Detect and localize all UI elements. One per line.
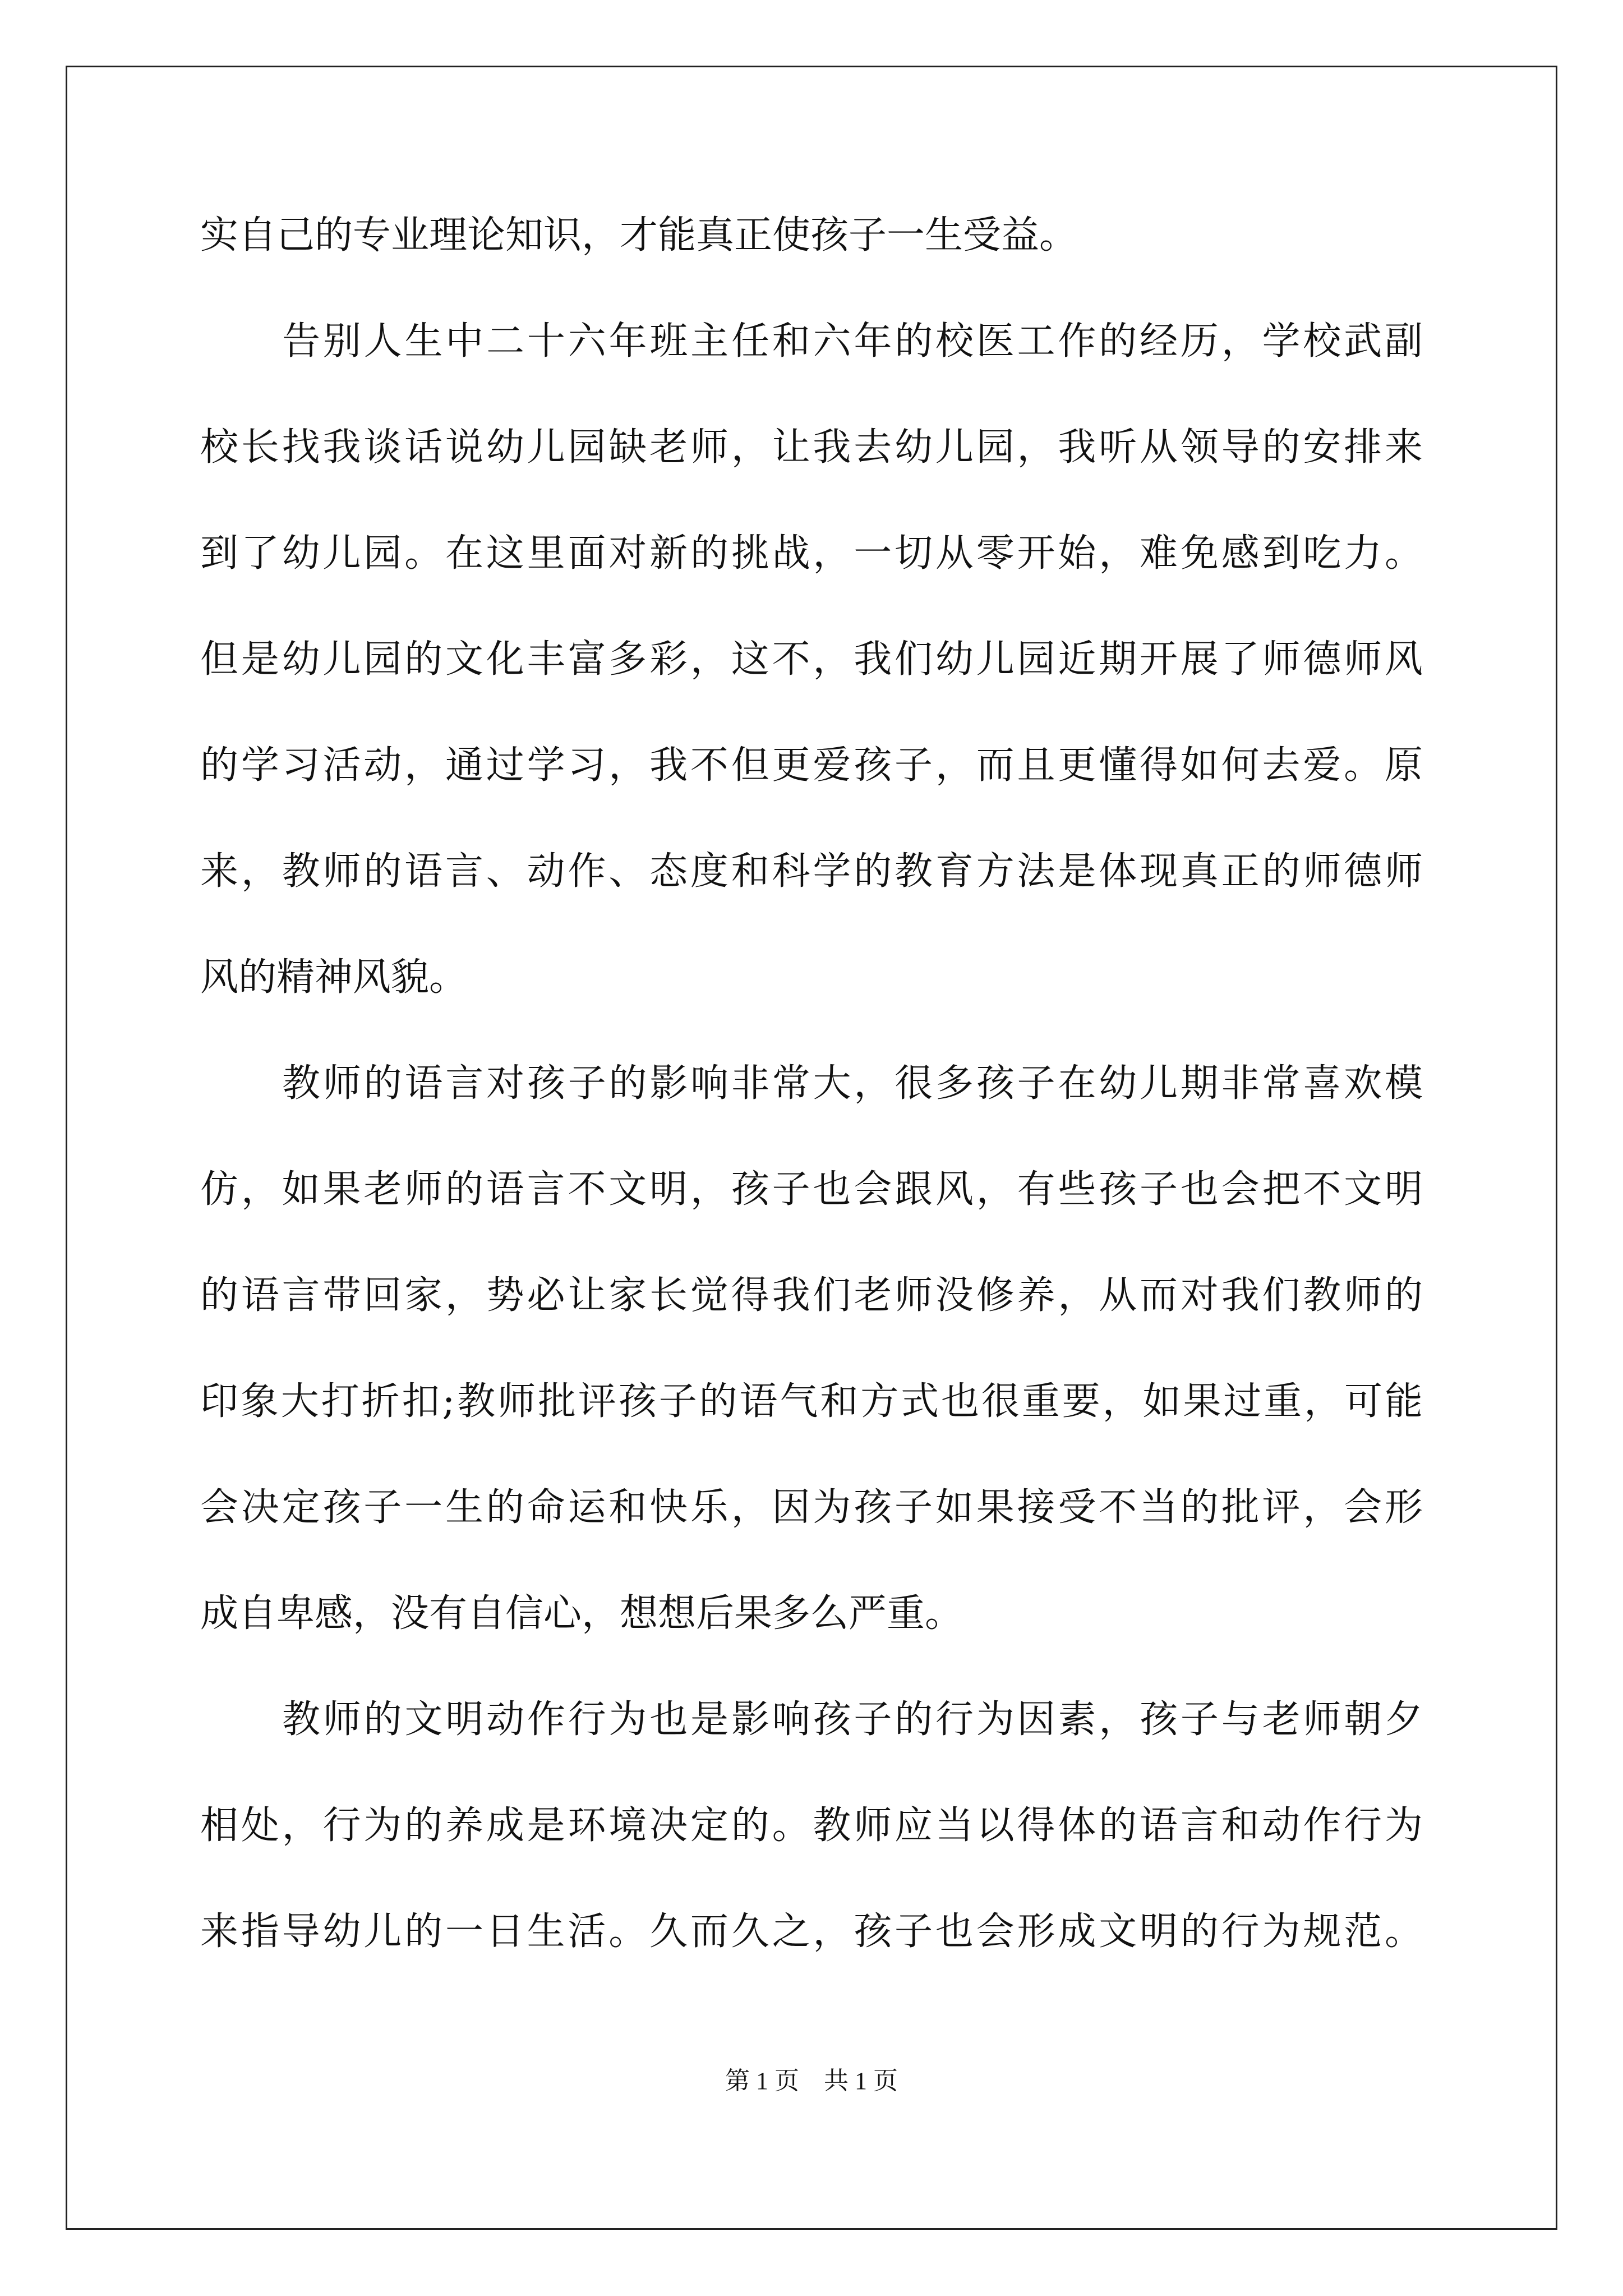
text-line: 教师的语言对孩子的影响非常大，很多孩子在幼儿期非常喜欢模 — [282, 1061, 1423, 1106]
text-line: 但是幼儿园的文化丰富多彩，这不，我们幼儿园近期开展了师德师风 — [200, 637, 1423, 682]
page-number-footer: 第 1 页 共 1 页 — [725, 2067, 898, 2095]
text-line: 来，教师的语言、动作、态度和科学的教育方法是体现真正的师德师 — [200, 849, 1423, 894]
text-line: 来指导幼儿的一日生活。久而久之，孩子也会形成文明的行为规范。 — [200, 1910, 1423, 1954]
text-line: 成自卑感，没有自信心，想想后果多么严重。 — [200, 1591, 963, 1636]
text-line: 到了幼儿园。在这里面对新的挑战，一切从零开始，难免感到吃力。 — [200, 531, 1423, 576]
text-line: 的学习活动，通过学习，我不但更爱孩子，而且更懂得如何去爱。原 — [200, 743, 1423, 788]
text-line: 的语言带回家，势必让家长觉得我们老师没修养，从而对我们教师的 — [200, 1273, 1423, 1318]
text-line: 告别人生中二十六年班主任和六年的校医工作的经历，学校武副 — [282, 319, 1423, 364]
text-line: 会决定孩子一生的命运和快乐，因为孩子如果接受不当的批评，会形 — [200, 1485, 1423, 1530]
text-line: 仿，如果老师的语言不文明，孩子也会跟风，有些孩子也会把不文明 — [200, 1167, 1423, 1212]
text-line: 校长找我谈话说幼儿园缺老师，让我去幼儿园，我听从领导的安排来 — [200, 425, 1423, 470]
text-line: 印象大打折扣;教师批评孩子的语气和方式也很重要，如果过重，可能 — [200, 1379, 1423, 1424]
text-line: 风的精神风貌。 — [200, 955, 468, 1000]
text-line: 实自己的专业理论知识，才能真正使孩子一生受益。 — [200, 213, 1078, 257]
text-line: 相处，行为的养成是环境决定的。教师应当以得体的语言和动作行为 — [200, 1803, 1423, 1848]
text-line: 教师的文明动作行为也是影响孩子的行为因素，孩子与老师朝夕 — [282, 1697, 1423, 1742]
